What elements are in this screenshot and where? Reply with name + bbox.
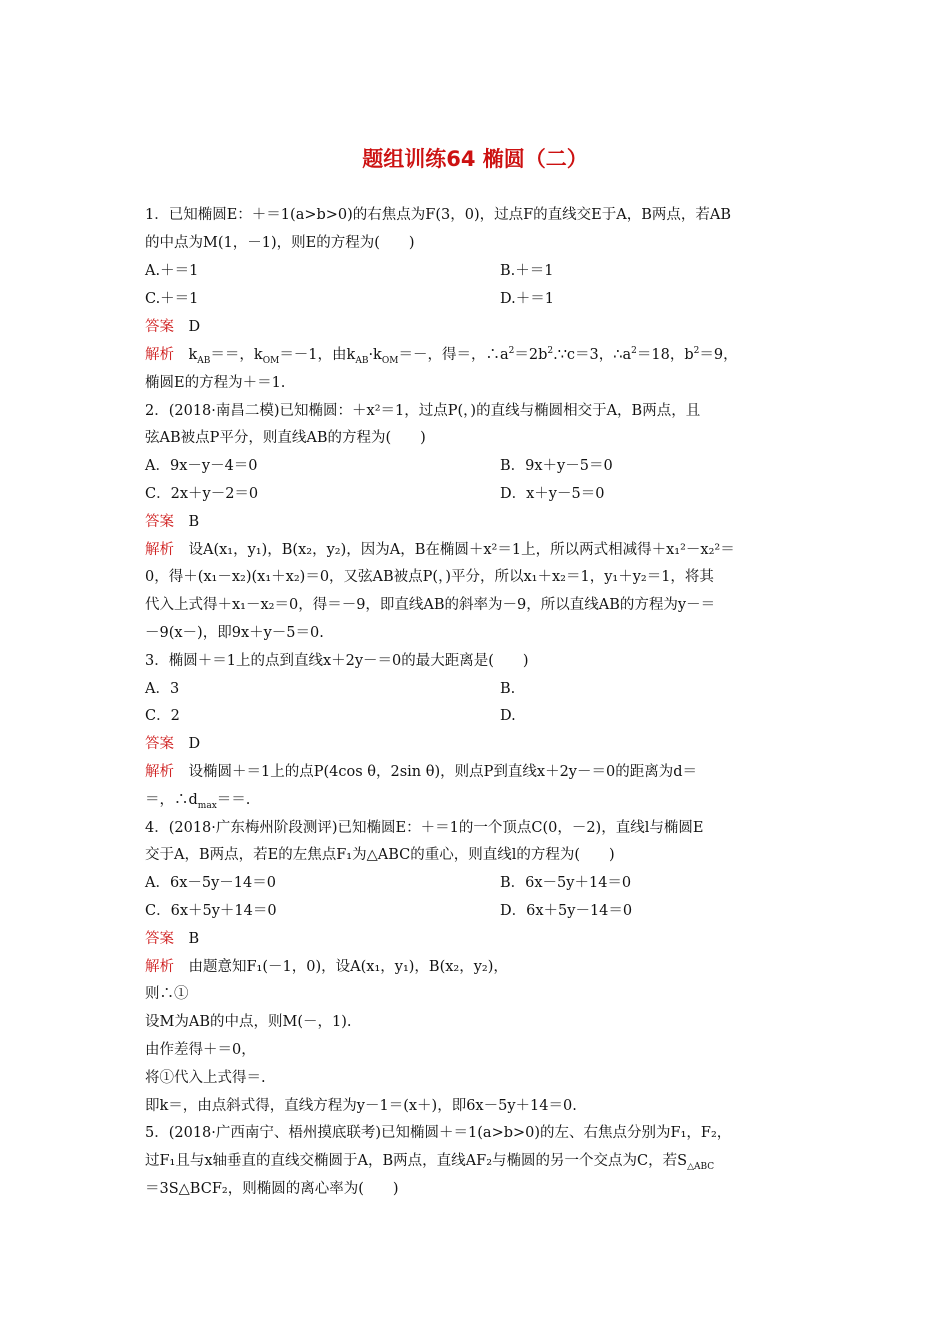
q2-stem-line2: 弦AB被点P平分，则直线AB的方程为( ) [145, 430, 426, 446]
q3-option-d: D. [500, 708, 516, 724]
q3-analysis-line2: ＝，$\therefore d_{max}==$. [145, 792, 251, 811]
analysis-label: 解析 [145, 959, 174, 975]
q2-analysis-line1: 解析 设A(x₁，y₁)，B(x₂，y₂)，因为A，B在椭圆＋x²＝1上，所以两式相减得＋x₁²－x₂²＝ [145, 542, 735, 558]
q1-option-b: B.＋＝1 [500, 263, 554, 279]
q1-analysis-line1: 解析 $k_{AB}==$，$k_{OM}=-1$，由$k_{AB}\cdot k_{OM}=-$，得＝，$\therefore a^2=2b^2.\because c=3$，$\therefore a^2=18$，$b^2=9$， [145, 346, 738, 366]
q2-answer [145, 513, 199, 531]
q4-option-a: A．6x－5y－14＝0 [145, 875, 276, 891]
q2-analysis-line2: 0，得＋(x₁－x₂)(x₁＋x₂)＝0，又弦AB被点P(，)平分，所以x₁＋x₂＝1，y₁＋y₂＝1，将其 [145, 569, 714, 585]
q4-analysis-line6: 即k＝，由点斜式得，直线方程为y－1＝(x＋)，即6x－5y＋14＝0. [145, 1098, 577, 1114]
answer-label: 答案 [145, 931, 174, 947]
q2-answer-value: B [188, 514, 200, 530]
q4-option-b: B．6x－5y＋14＝0 [500, 875, 632, 891]
q3-stem: 3．椭圆＋＝1上的点到直线x＋2y－＝0的最大距离是( ) [145, 653, 529, 669]
q3-option-c: C．2 [145, 708, 180, 724]
q4-analysis-line5: 将①代入上式得＝. [145, 1070, 266, 1086]
q3-option-a: A．3 [145, 681, 180, 697]
q2-option-d: D．x＋y－5＝0 [500, 486, 605, 502]
q5-stem-line3: ＝3S△BCF₂，则椭圆的离心率为( ) [145, 1181, 399, 1197]
q5-stem-line2: 过F₁且与x轴垂直的直线交椭圆于A，B两点，直线AF₂与椭圆的另一个交点为C，若$S_{\triangle ABC}$ [145, 1153, 715, 1172]
q4-stem-line2: 交于A，B两点，若E的左焦点F₁为△ABC的重心，则直线l的方程为( ) [145, 847, 615, 863]
analysis-label: 解析 [145, 542, 174, 558]
q1-answer-value: D [188, 319, 201, 335]
q2-option-a: A．9x－y－4＝0 [145, 458, 258, 474]
q1-analysis-line2: 椭圆E的方程为＋＝1. [145, 375, 286, 391]
q4-stem-line1: 4．(2018·广东梅州阶段测评)已知椭圆E：＋＝1的一个顶点C(0，－2)，直线l与椭圆E [145, 820, 704, 836]
q1-stem-line1: 1．已知椭圆E：＋＝1(a>b>0)的右焦点为F(3，0)，过点F的直线交E于A，B两点，若AB [145, 207, 732, 223]
q3-answer [145, 735, 200, 753]
q2-analysis-line3: 代入上式得＋x₁－x₂＝0，得＝－9，即直线AB的斜率为－9，所以直线AB的方程为y－＝ [145, 597, 716, 613]
analysis-label: 解析 [145, 764, 174, 780]
q4-answer-value: B [188, 931, 200, 947]
q1-option-d: D.＋＝1 [500, 291, 554, 307]
answer-label: 答案 [145, 319, 174, 335]
q4-analysis-line3: 设M为AB的中点，则M(－，1). [145, 1014, 352, 1030]
q1-stem-line2: 的中点为M(1，－1)，则E的方程为( ) [145, 235, 415, 251]
q1-option-a: A.＋＝1 [145, 263, 199, 279]
q2-analysis-line4: －9(x－)，即9x＋y－5＝0. [145, 625, 324, 641]
q1-answer [145, 318, 200, 336]
q2-option-c: C．2x＋y－2＝0 [145, 486, 259, 502]
q2-stem-line1: 2．(2018·南昌二模)已知椭圆：＋x²＝1，过点P(，)的直线与椭圆相交于A，B两点，且 [145, 403, 701, 419]
q4-analysis-line1: 解析 由题意知F₁(－1，0)，设A(x₁，y₁)，B(x₂，y₂)， [145, 959, 508, 975]
answer-label: 答案 [145, 514, 174, 530]
q3-analysis-line1: 解析 设椭圆＋＝1上的点P(4cos θ，2sin θ)，则点P到直线x＋2y－＝0的距离为d＝ [145, 764, 697, 780]
q4-option-c: C．6x＋5y＋14＝0 [145, 903, 277, 919]
q4-option-d: D．6x＋5y－14＝0 [500, 903, 633, 919]
answer-label: 答案 [145, 736, 174, 752]
q3-answer-value: D [188, 736, 201, 752]
q2-option-b: B．9x＋y－5＝0 [500, 458, 613, 474]
analysis-label: 解析 [145, 347, 174, 363]
q3-option-b: B. [500, 681, 516, 697]
q4-analysis-line4: 由作差得＋＝0， [145, 1042, 256, 1058]
q1-option-c: C.＋＝1 [145, 291, 199, 307]
page-title: 题组训练64 椭圆（二） [362, 147, 588, 171]
q4-answer [145, 930, 199, 948]
q5-stem-line1: 5．(2018·广西南宁、梧州摸底联考)已知椭圆＋＝1(a>b>0)的左、右焦点分别为F₁，F₂， [145, 1125, 732, 1141]
q4-analysis-line2: 则∴① [145, 986, 189, 1002]
